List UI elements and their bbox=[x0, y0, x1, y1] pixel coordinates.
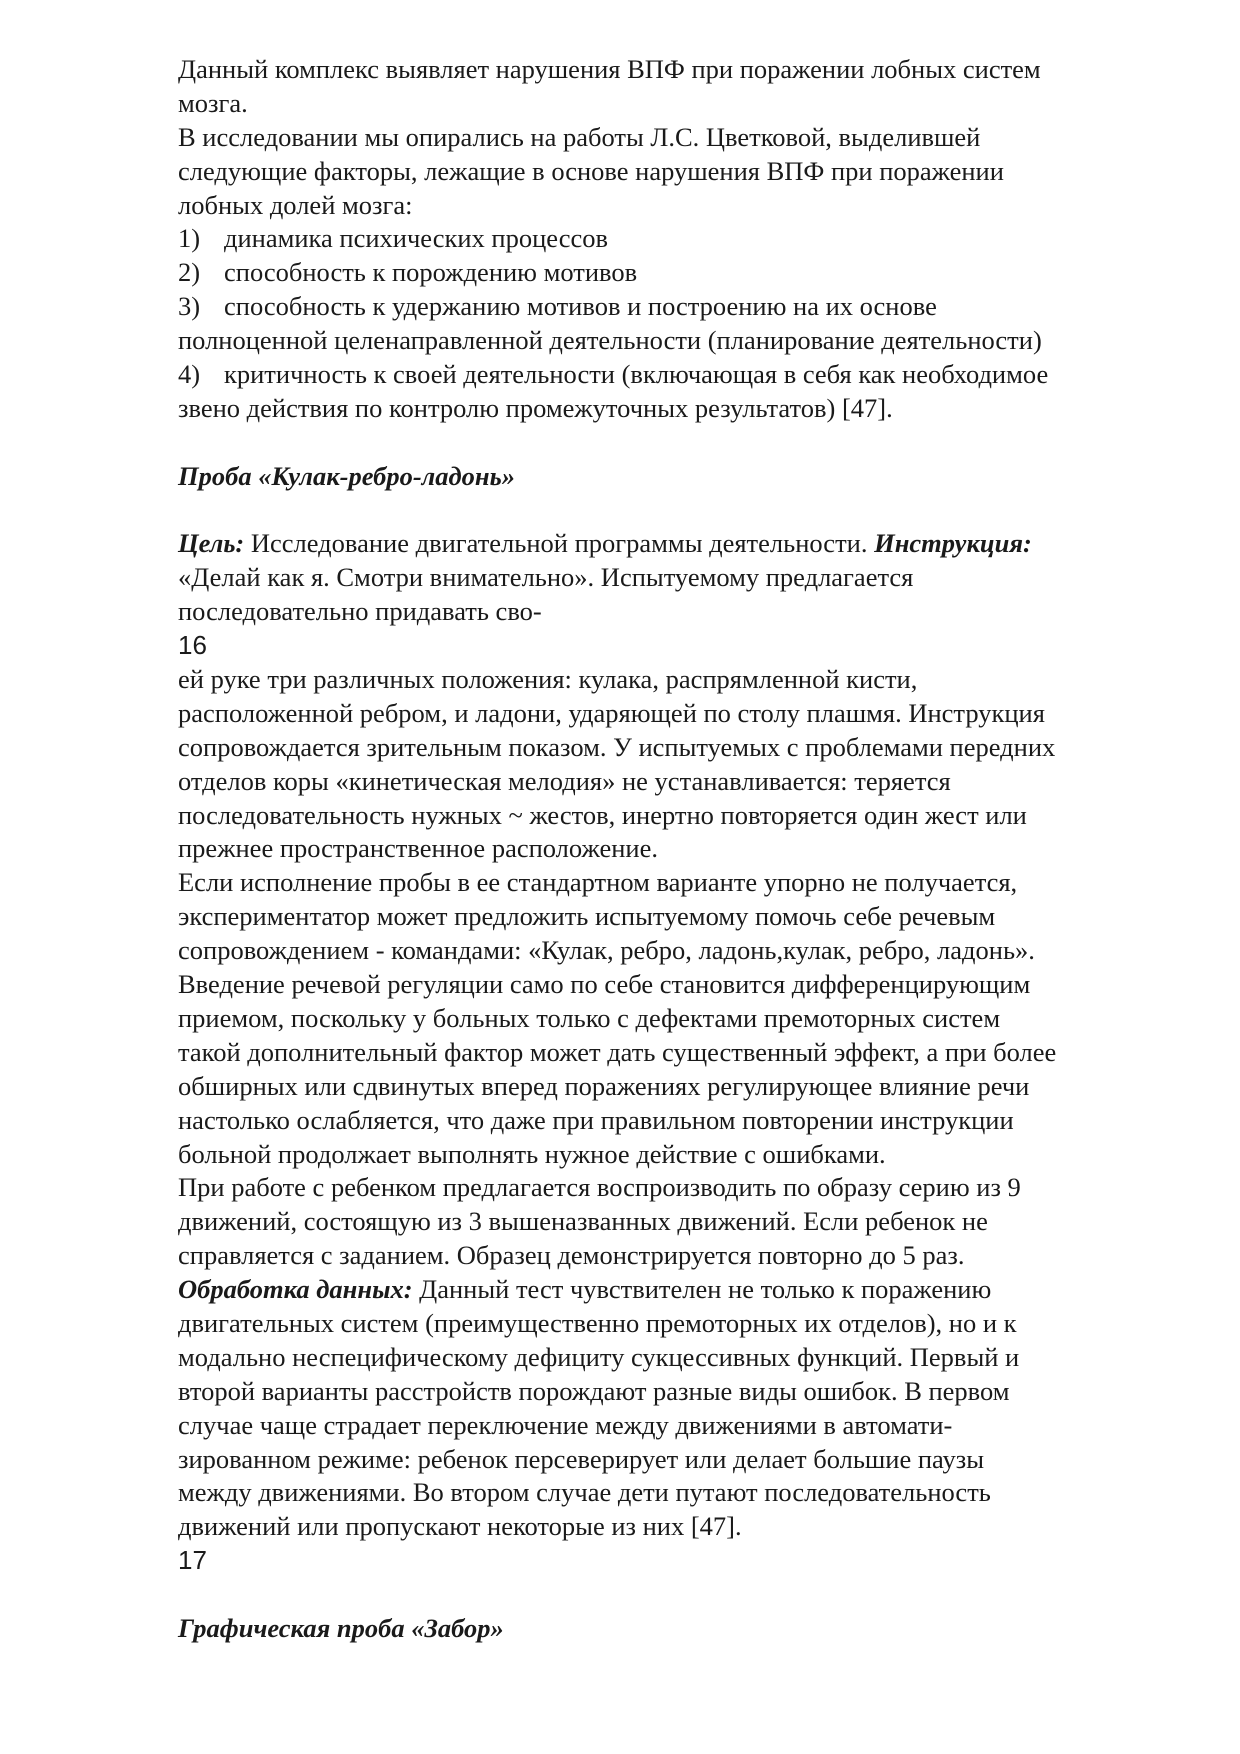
spacer bbox=[178, 426, 1178, 460]
text-line: отделов коры «кинетическая мелодия» не устанавливается: теряется bbox=[178, 765, 951, 796]
intro-paragraph bbox=[178, 53, 1178, 222]
list-item-continuation bbox=[178, 392, 1178, 426]
text-line: сопровождается зрительным показом. У испытуемых с проблемами передних bbox=[178, 731, 1056, 762]
text-line: лобных долей мозга: bbox=[178, 189, 413, 220]
document-page bbox=[178, 53, 1178, 1646]
text-line: приемом, поскольку у больных только с дефектами премоторных систем bbox=[178, 1002, 1001, 1033]
text-line: модально неспецифическому дефициту сукцессивных функций. Первый и bbox=[178, 1341, 1020, 1372]
section-heading: Графическая проба «Забор» bbox=[178, 1612, 504, 1643]
text-line: между движениями. Во втором случае дети путают последовательность bbox=[178, 1477, 991, 1508]
text-line: случае чаще страдает переключение между движениями в автомати- bbox=[178, 1409, 953, 1440]
processing-paragraph bbox=[178, 1273, 1178, 1544]
spacer bbox=[178, 1578, 1178, 1612]
list-item bbox=[178, 358, 1178, 392]
section-heading: Проба «Кулак-ребро-ладонь» bbox=[178, 460, 515, 491]
text-line: движений, состоящую из 3 вышеназванных движений. Если ребенок не bbox=[178, 1206, 988, 1237]
text-line: При работе с ребенком предлагается воспроизводить по образу серию из 9 bbox=[178, 1172, 1021, 1203]
list-item-continuation bbox=[178, 324, 1178, 358]
list-item-number: 2) bbox=[178, 257, 201, 288]
text-line: экспериментатор может предложить испытуемому помочь себе речевым bbox=[178, 901, 996, 932]
text-line: следующие факторы, лежащие в основе нарушения ВПФ при поражении bbox=[178, 155, 1004, 186]
list-item bbox=[178, 222, 1178, 256]
text-line bbox=[178, 1273, 1178, 1307]
page-number: 17 bbox=[178, 1545, 207, 1576]
list-item-number: 4) bbox=[178, 359, 201, 390]
list-item-text: динамика психических процессов bbox=[224, 223, 608, 254]
text-line: ей руке три различных положения: кулака, распрямленной кисти, bbox=[178, 664, 918, 695]
instruction-label: Инструкция: bbox=[874, 528, 1032, 559]
goal-text: Исследование двигательной программы деятельности. bbox=[244, 528, 875, 559]
body-paragraphs bbox=[178, 663, 1178, 1273]
list-item-number: 1) bbox=[178, 223, 201, 254]
text-line: двигательных систем (преимущественно премоторных их отделов), но и к bbox=[178, 1307, 1017, 1338]
text-line: зированном режиме: ребенок персеверирует или делает большие паузы bbox=[178, 1443, 984, 1474]
factor-list bbox=[178, 222, 1178, 425]
text-line: второй варианты расстройств порождают разные виды ошибок. В первом bbox=[178, 1375, 1010, 1406]
text-line: Если исполнение пробы в ее стандартном варианте упорно не получается, bbox=[178, 867, 1018, 898]
text-line: настолько ослабляется, что даже при правильном повторении инструкции bbox=[178, 1104, 1014, 1135]
goal-label: Цель: bbox=[178, 528, 245, 559]
list-item-text: полноценной целенаправленной деятельности (планирование деятельности) bbox=[178, 325, 1042, 356]
text-line: движений или пропускают некоторые из них [47]. bbox=[178, 1511, 742, 1542]
text-line: В исследовании мы опирались на работы Л.С. Цветковой, выделившей bbox=[178, 121, 981, 152]
text-line: прежнее пространственное расположение. bbox=[178, 833, 658, 864]
text-line: последовательно придавать сво- bbox=[178, 596, 542, 627]
list-item-text: критичность к своей деятельности (включающая в себя как необходимое bbox=[224, 359, 1049, 390]
text-line bbox=[178, 527, 1178, 561]
text-line: «Делай как я. Смотри внимательно». Испытуемому предлагается bbox=[178, 562, 914, 593]
list-item bbox=[178, 256, 1178, 290]
list-item-number: 3) bbox=[178, 291, 201, 322]
text-line: Введение речевой регуляции само по себе становится дифференцирующим bbox=[178, 969, 1031, 1000]
text-line: расположенной ребром, и ладони, ударяющей по столу плашмя. Инструкция bbox=[178, 697, 1045, 728]
text-line: больной продолжает выполнять нужное действие с ошибками. bbox=[178, 1138, 886, 1169]
processing-text: Данный тест чувствителен не только к поражению bbox=[412, 1274, 992, 1305]
list-item-text: звено действия по контролю промежуточных результатов) [47]. bbox=[178, 392, 893, 423]
page-number: 16 bbox=[178, 630, 207, 661]
list-item-text: способность к удержанию мотивов и построению на их основе bbox=[224, 291, 937, 322]
text-line: справляется с заданием. Образец демонстрируется повторно до 5 раз. bbox=[178, 1240, 965, 1271]
text-line: Данный комплекс выявляет нарушения ВПФ при поражении лобных систем bbox=[178, 54, 1041, 84]
list-item bbox=[178, 290, 1178, 324]
spacer bbox=[178, 494, 1178, 528]
text-line: обширных или сдвинутых вперед поражениях регулирующее влияние речи bbox=[178, 1070, 1030, 1101]
text-line: такой дополнительный фактор может дать существенный эффект, а при более bbox=[178, 1036, 1057, 1067]
processing-label: Обработка данных: bbox=[178, 1274, 413, 1305]
text-line: мозга. bbox=[178, 87, 248, 118]
goal-paragraph bbox=[178, 527, 1178, 629]
list-item-text: способность к порождению мотивов bbox=[224, 257, 638, 288]
text-line: последовательность нужных ~ жестов, инертно повторяется один жест или bbox=[178, 799, 1027, 830]
text-line: сопровождением - командами: «Кулак, ребро, ладонь,кулак, ребро, ладонь». bbox=[178, 935, 1035, 966]
